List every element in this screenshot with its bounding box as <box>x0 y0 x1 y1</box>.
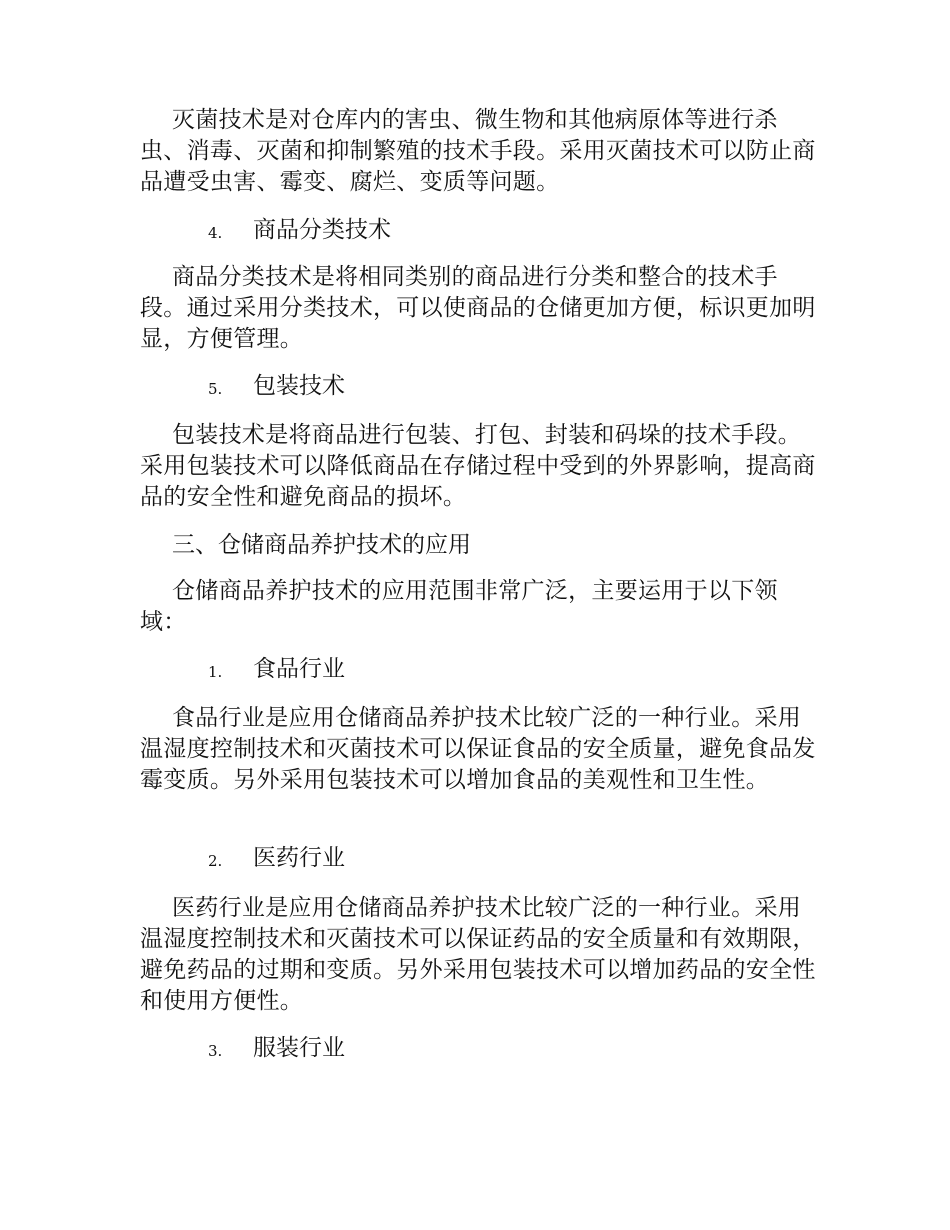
heading-text: 包装技术 <box>253 373 345 399</box>
paragraph-medicine-industry: 医药行业是应用仓储商品养护技术比较广泛的一种行业。采用温湿度控制技术和灭菌技术可以保证药品的安全质量和有效期限，避免药品的过期和变质。另外采用包装技术可以增加药品的安全性和使用方便性。 <box>140 895 816 1014</box>
heading-number: 5. <box>208 380 223 398</box>
paragraph-sterilization: 灭菌技术是对仓库内的害虫、微生物和其他病原体等进行杀虫、消毒、灭菌和抑制繁殖的技术手段。采用灭菌技术可以防止商品遭受虫害、霉变、腐烂、变质等问题。 <box>140 107 816 195</box>
heading-number: 3. <box>208 1042 223 1060</box>
heading-text: 食品行业 <box>253 656 345 682</box>
paragraph-packaging: 包装技术是将商品进行包装、打包、封装和码垛的技术手段。采用包装技术可以降低商品在存储过程中受到的外界影响，提高商品的安全性和避免商品的损坏。 <box>140 422 816 510</box>
heading-text: 服装行业 <box>253 1035 345 1061</box>
paragraph-application-intro: 仓储商品养护技术的应用范围非常广泛，主要运用于以下领域： <box>140 578 778 635</box>
section-title: 三、仓储商品养护技术的应用 <box>172 532 471 558</box>
heading-text: 医药行业 <box>253 845 345 871</box>
heading-number: 2. <box>208 852 223 870</box>
heading-number: 1. <box>208 663 223 681</box>
heading-text: 商品分类技术 <box>253 217 391 243</box>
paragraph-food-industry: 食品行业是应用仓储商品养护技术比较广泛的一种行业。采用温湿度控制技术和灭菌技术可以保证食品的安全质量，避免食品发霉变质。另外采用包装技术可以增加食品的美观性和卫生性。 <box>140 705 816 793</box>
paragraph-classification: 商品分类技术是将相同类别的商品进行分类和整合的技术手段。通过采用分类技术，可以使商品的仓储更加方便，标识更加明显，方便管理。 <box>140 264 816 352</box>
heading-number: 4. <box>208 224 223 242</box>
